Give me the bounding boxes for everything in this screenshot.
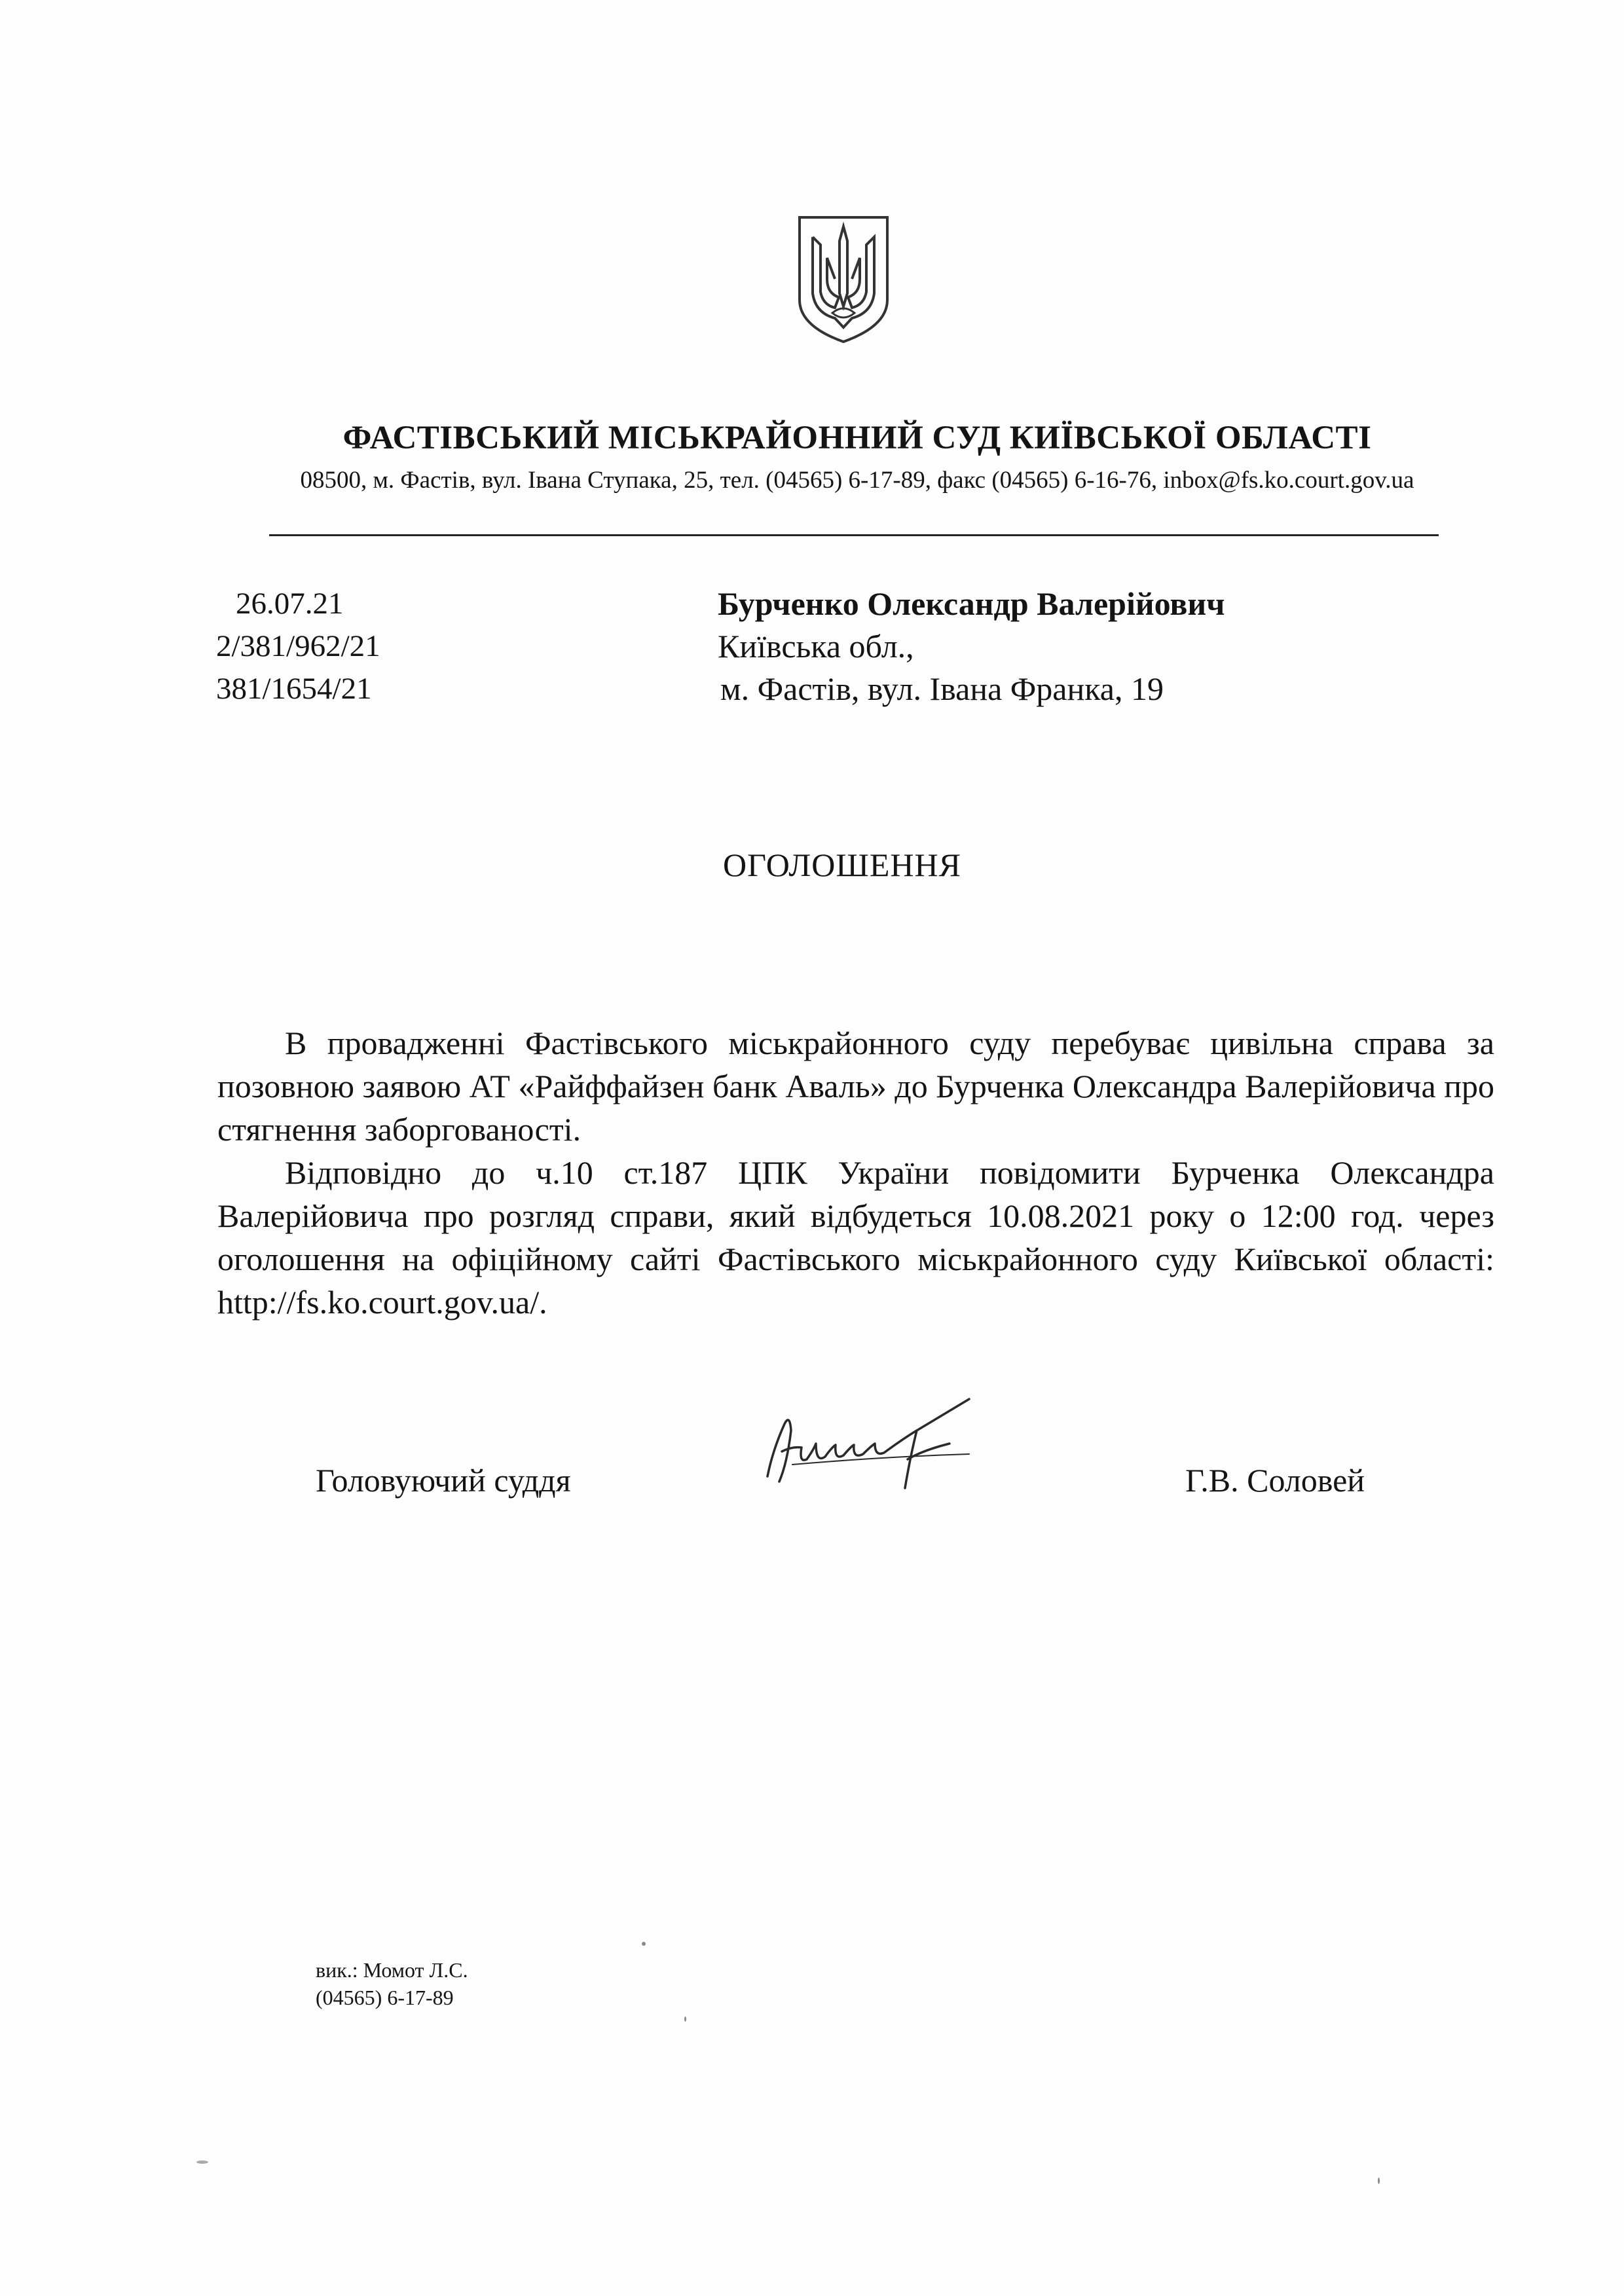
- executor-phone: (04565) 6-17-89: [316, 1986, 454, 2009]
- notice-paragraph-2: Відповідно до ч.10 ст.187 ЦПК України повідомити Бурченка Олександра Валерійовича про розгляд справи, який відбудеться 10.08.2021 року о 12:00 год. через оголошення на офіційному сайті Фастівського міськрайонного суду Київської області: http://fs.ko.court.gov.ua/.: [217, 1154, 1494, 1321]
- scan-speck: [642, 1942, 646, 1946]
- document-meta: [216, 583, 380, 710]
- trident-emblem-icon: [796, 215, 891, 344]
- recipient-address-line-1: Київська обл.,: [718, 628, 914, 665]
- recipient-block: [718, 583, 1225, 710]
- court-name: ФАСТІВСЬКИЙ МІСЬКРАЙОННИЙ СУД КИЇВСЬКОЇ ОБЛАСТІ: [342, 420, 1372, 456]
- notice-paragraph-1: В провадженні Фастівського міськрайонного суду перебуває цивільна справа за позовною заявою АТ «Райффайзен банк Аваль» до Бурченка Олександра Валерійовича про стягнення заборгованості.: [217, 1025, 1494, 1148]
- scan-speck: [1378, 2178, 1380, 2184]
- scan-speck: [684, 2016, 686, 2022]
- recipient-address-line-2: м. Фастів, вул. Івана Франка, 19: [720, 670, 1164, 707]
- notice-body: [217, 1021, 1494, 1324]
- notice-title: ОГОЛОШЕННЯ: [723, 847, 961, 883]
- court-address: 08500, м. Фастів, вул. Івана Ступака, 25, тел. (04565) 6-17-89, факс (04565) 6-16-76, inbox@fs.ko.court.gov.ua: [300, 467, 1414, 494]
- judge-name: Г.В. Соловей: [1185, 1462, 1365, 1499]
- case-number: 2/381/962/21: [216, 629, 380, 663]
- recipient-name: Бурченко Олександр Валерійович: [718, 585, 1225, 622]
- executor-block: [316, 1956, 468, 2011]
- document-date: 26.07.21: [236, 587, 344, 621]
- handwritten-signature: [753, 1391, 1041, 1496]
- proceeding-number: 381/1654/21: [216, 672, 372, 706]
- executor-name: вик.: Момот Л.С.: [316, 1958, 468, 1982]
- signatory-role: Головуючий суддя: [316, 1462, 571, 1499]
- scan-speck: [196, 2160, 208, 2164]
- header-divider: [269, 534, 1439, 536]
